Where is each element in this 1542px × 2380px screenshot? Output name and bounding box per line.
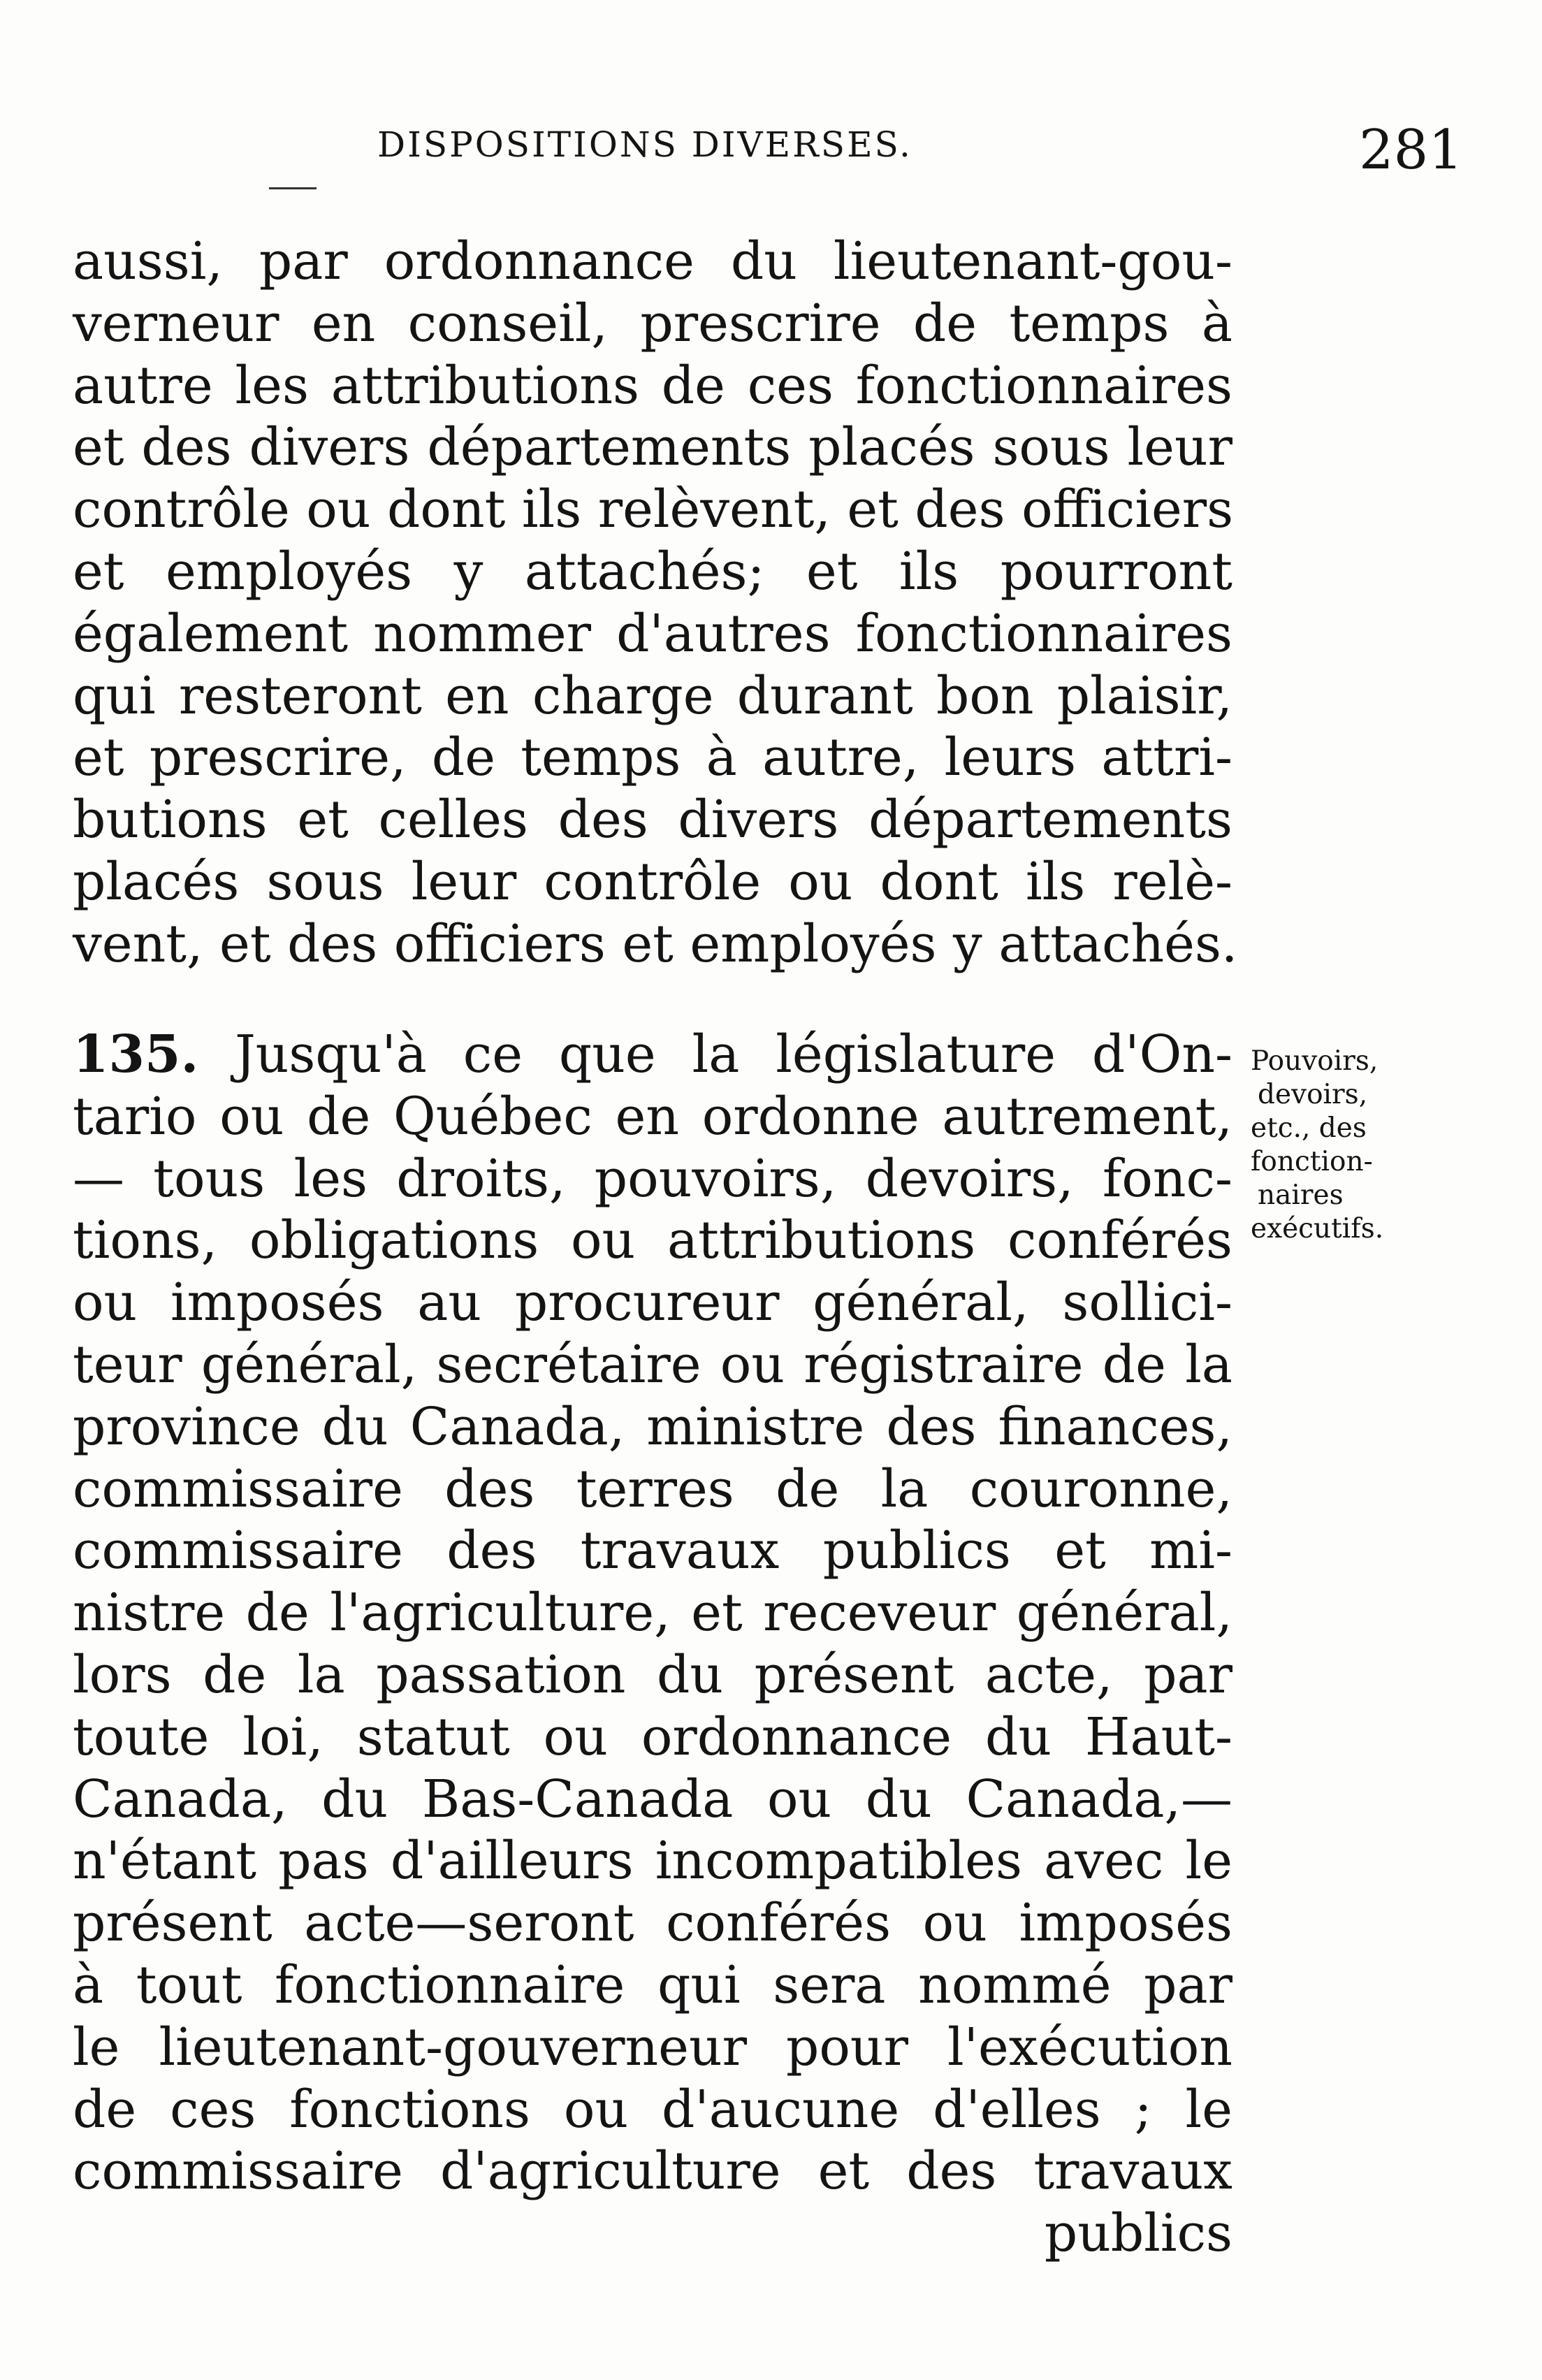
section-135-paragraph bbox=[73, 1024, 1232, 2265]
text-line: commissaire d'agriculture et des travaux bbox=[73, 2141, 1232, 2202]
marginal-note-line: devoirs, bbox=[1258, 1079, 1368, 1110]
text-line: nistre de l'agriculture, et receveur général, bbox=[73, 1583, 1232, 1643]
marginal-note-line: Pouvoirs, bbox=[1251, 1045, 1379, 1077]
text-line: province du Canada, ministre des finances, bbox=[73, 1396, 1232, 1457]
text-line: vent, et des officiers et employés y attachés. bbox=[73, 913, 1238, 974]
text-line: présent acte—seront conférés ou imposés bbox=[73, 1893, 1232, 1954]
marginal-note bbox=[1251, 1045, 1453, 1246]
running-title: DISPOSITIONS DIVERSES. bbox=[377, 124, 912, 165]
text-line: — tous les droits, pouvoirs, devoirs, fonc- bbox=[73, 1148, 1232, 1209]
text-line: aussi, par ordonnance du lieutenant-gou- bbox=[73, 231, 1232, 291]
text-line: également nommer d'autres fonctionnaires bbox=[73, 603, 1232, 664]
text-line: toute loi, statut ou ordonnance du Haut- bbox=[73, 1706, 1232, 1767]
text-line: qui resteront en charge durant bon plaisir, bbox=[73, 665, 1232, 726]
page-number: 281 bbox=[1359, 119, 1463, 182]
marginal-note-line: exécutifs. bbox=[1251, 1213, 1384, 1245]
text-line: tions, obligations ou attributions conférés bbox=[73, 1210, 1232, 1271]
section-number: 135. bbox=[73, 1024, 199, 1084]
section-first-line bbox=[73, 1024, 1232, 1086]
text-line: contrôle ou dont ils relèvent, et des officiers bbox=[73, 479, 1234, 540]
marginal-note-line: naires bbox=[1258, 1180, 1344, 1211]
marginal-note-line: etc., des bbox=[1251, 1112, 1367, 1144]
paragraph-continued bbox=[73, 231, 1238, 975]
section-first-line-text: Jusqu'à ce que la législature d'On- bbox=[235, 1024, 1232, 1084]
text-line: à tout fonctionnaire qui sera nommé par bbox=[73, 1954, 1232, 2015]
text-line: placés sous leur contrôle ou dont ils relè- bbox=[73, 851, 1232, 912]
running-head bbox=[0, 119, 1542, 182]
text-line: lors de la passation du présent acte, par bbox=[73, 1644, 1232, 1705]
header-rule bbox=[269, 187, 317, 189]
text-line: verneur en conseil, prescrire de temps à bbox=[73, 293, 1232, 354]
text-line: commissaire des terres de la couronne, bbox=[73, 1458, 1232, 1519]
text-line: Canada, du Bas-Canada ou du Canada,— bbox=[73, 1769, 1232, 1829]
marginal-note-line: fonction- bbox=[1251, 1146, 1373, 1177]
text-line: teur général, secrétaire ou régistraire de la bbox=[73, 1334, 1232, 1395]
text-line: commissaire des travaux publics et mi- bbox=[73, 1521, 1232, 1581]
text-line: butions et celles des divers départements bbox=[73, 790, 1232, 850]
text-line: de ces fonctions ou d'aucune d'elles ; le bbox=[73, 2079, 1232, 2140]
text-line: et des divers départements placés sous leur bbox=[73, 417, 1232, 478]
text-line: autre les attributions de ces fonctionnaires bbox=[73, 355, 1232, 416]
text-line: n'étant pas d'ailleurs incompatibles avec le bbox=[73, 1831, 1232, 1892]
text-line: et prescrire, de temps à autre, leurs attri- bbox=[73, 727, 1232, 788]
text-line: le lieutenant-gouverneur pour l'exécution bbox=[73, 2017, 1232, 2077]
text-line: et employés y attachés; et ils pourront bbox=[73, 541, 1232, 602]
text-line: ou imposés au procureur général, sollici- bbox=[73, 1272, 1232, 1333]
text-line: tario ou de Québec en ordonne autrement, bbox=[73, 1086, 1232, 1147]
catchword: publics bbox=[1044, 2203, 1232, 2264]
